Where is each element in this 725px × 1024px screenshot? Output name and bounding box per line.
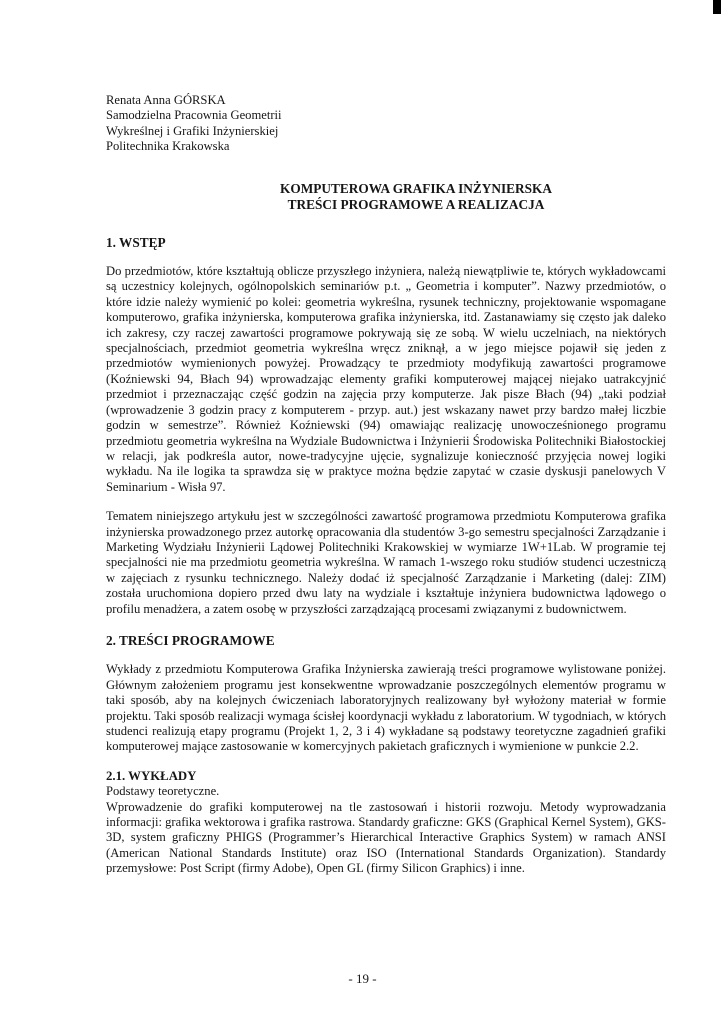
author-university: Politechnika Krakowska [106, 139, 230, 154]
section-1-paragraph-1: Do przedmiotów, które kształtują oblicze przyszłego inżyniera, należą niewątpliwie te, których wykładowcami są uczestnicy kolejnych, ogólnopolskich seminariów p.t. „ Geometria i komputer”. Nazwy przedmiotów, o które idzie należy wymienić po kolei: geometria wykreślna, rysunek techniczny, projektowanie wspomagane komputerowo, grafika inżynierska, komputerowa grafika inżynierska, itd. Zastanawiamy się często jak daleko ich zakresy, czy raczej zawartości programowe pokrywają się ze sobą. W wielu uczelniach, na niektórych specjalnościach, przedmiot geometria wykreślna wręcz zniknął, a w jego miejsce pojawił się jeden z przedmiotów wymienionych powyżej. Prowadzący te przedmioty modyfikują zawartości programowe (Koźniewski 94, Błach 94) wprowadzając elementy grafiki komputerowej mającej niejako uatrakcyjnić przedmiot i przeznaczając część godzin na zajęcia przy komputerze. Jak pisze Błach (94) „taki podział (wprowadzenie 3 godzin pracy z komputerem - przyp. aut.) jest wskazany nawet przy bardzo małej liczbie godzin w semestrze”. Również Koźniewski (94) omawiając realizację unowocześnionego programu przedmiotu geometria wykreślna na Wydziale Budownictwa i Inżynierii Środowiska Politechniki Białostockiej w relacji, jak podkreśla autor, nowe-tradycyjne ujęcie, sygnalizuje konieczność przyjęcia nowej logiki wykładu. Na ile logika ta sprawdza się w praktyce można będzie zapytać w czasie dyskusji panelowych V Seminarium - Wisła 97. [106, 264, 666, 494]
paper-title [166, 181, 666, 213]
section-1-paragraph-2: Tematem niniejszego artykułu jest w szczególności zawartość programowa przedmiotu Komputerowa grafika inżynierska prowadzonego przez autorkę opracowania dla studentów 3-go semestru specjalności Zarządzanie i Marketing Wydziału Inżynierii Lądowej Politechniki Krakowskiej w wymiarze 1W+1Lab. W programie tej specjalności nie ma przedmiotu geometria wykreślna. W ramach 1-wszego roku studiów studenci uczestniczą w zajęciach z rysunku technicznego. Należy dodać iż specjalność Zarządzanie i Marketing (dalej: ZIM) została uruchomiona dopiero przed dwu laty na wydziale i kształtuje inżyniera budownictwa lądowego o profilu menadżera, a zatem osobę w przyszłości zarządzającą procesami związanymi z budownictwem. [106, 509, 666, 616]
author-department: Wykreślnej i Grafiki Inżynierskiej [106, 123, 279, 138]
section-2-1-heading: 2.1. WYKŁADY [106, 768, 197, 783]
document-page [106, 93, 666, 891]
author-unit: Samodzielna Pracownia Geometrii [106, 108, 282, 123]
page-number: - 19 - [348, 971, 377, 986]
section-2-heading: 2. TREŚCI PROGRAMOWE [106, 632, 275, 648]
title-line-1: KOMPUTEROWA GRAFIKA INŻYNIERSKA [280, 180, 552, 196]
section-1-heading: 1. WSTĘP [106, 234, 166, 250]
scan-corner-mark [713, 0, 721, 14]
section-2-1-intro: Podstawy teoretyczne. [106, 784, 220, 799]
author-block [106, 93, 666, 155]
section-2-paragraph-1: Wykłady z przedmiotu Komputerowa Grafika Inżynierska zawierają treści programowe wylistowane poniżej. Głównym założeniem programu jest konsekwentne wprowadzanie poszczególnych elementów programu w taki sposób, aby na kolejnych ćwiczeniach laboratoryjnych realizowany był wyłożony materiał w formie projektu. Taki sposób realizacji wymaga ścisłej koordynacji wykładu z laboratorium. W tygodniach, w których studenci realizują etapy programu (Projekt 1, 2, 3 i 4) wykładane są podstawy teoretyczne zagadnień grafiki komputerowej mające zastosowanie w komercyjnych pakietach graficznych i wymienione w punkcie 2.2. [106, 662, 666, 754]
section-2-1-paragraph-1: Wprowadzenie do grafiki komputerowej na tle zastosowań i historii rozwoju. Metody wyprowadzania informacji: grafika wektorowa i grafika rastrowa. Standardy graficzne: GKS (Graphical Kernel System), GKS-3D, system graficzny PHIGS (Programmer’s Hierarchical Interactive Graphics System) w ramach ANSI (American National Standards Institute) oraz ISO (International Standards Organization). Standardy przemysłowe: Post Script (firmy Adobe), Open GL (firmy Silicon Graphics) i inne. [106, 799, 666, 876]
title-line-2: TREŚCI PROGRAMOWE A REALIZACJA [287, 196, 545, 212]
author-name: Renata Anna GÓRSKA [106, 93, 226, 107]
